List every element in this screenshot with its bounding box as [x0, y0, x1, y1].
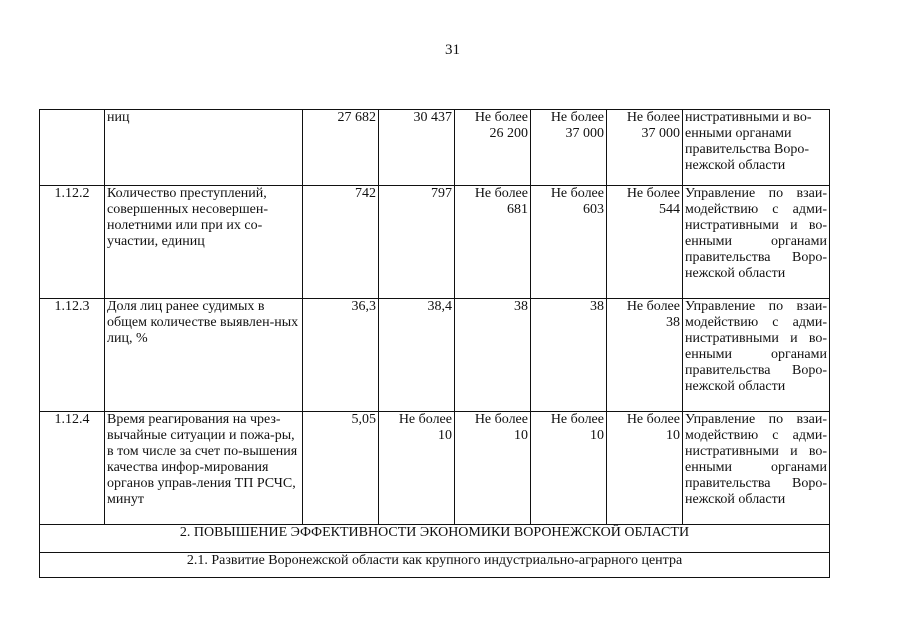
table-row: [40, 412, 830, 525]
indicator-name: Количество преступлений, совершенных несовершен-нолетними или при их со-участии, единиц: [105, 186, 303, 299]
value-cell: Не более 603: [531, 186, 607, 299]
section-row: [40, 525, 830, 553]
page-number: 31: [445, 42, 460, 58]
row-number: [40, 110, 105, 186]
value-cell: Не более 544: [607, 186, 683, 299]
value-cell: Не более 37 000: [607, 110, 683, 186]
subsection-heading: 2.1. Развитие Воронежской области как крупного индустриально-аграрного центра: [40, 553, 830, 578]
table-row: [40, 186, 830, 299]
value-cell: Не более 10: [455, 412, 531, 525]
value-cell: Не более 10: [379, 412, 455, 525]
indicator-name: Время реагирования на чрез-вычайные ситуации и пожа-ры, в том числе за счет по-вышения качества инфор-мирования органов управ-ления ТП РСЧС, минут: [105, 412, 303, 525]
responsible-cell: Управление по взаи-модействию с адми-нистративными и во-енными органами правительства Воро-нежской области: [683, 412, 830, 525]
subsection-row: [40, 553, 830, 578]
row-number: 1.12.4: [40, 412, 105, 525]
responsible-cell: Управление по взаи-модействию с адми-нистративными и во-енными органами правительства Воро-нежской области: [683, 186, 830, 299]
row-number: 1.12.2: [40, 186, 105, 299]
value-cell: 742: [303, 186, 379, 299]
value-cell: Не более 681: [455, 186, 531, 299]
value-cell: 5,05: [303, 412, 379, 525]
responsible-cell: нистративными и во- енными органами правительства Воро- нежской области: [683, 110, 830, 186]
indicator-name: ниц: [105, 110, 303, 186]
value-cell: Не более 10: [607, 412, 683, 525]
value-cell: Не более 26 200: [455, 110, 531, 186]
value-cell: 30 437: [379, 110, 455, 186]
row-number: 1.12.3: [40, 299, 105, 412]
value-cell: 38: [531, 299, 607, 412]
value-cell: 38,4: [379, 299, 455, 412]
value-cell: 27 682: [303, 110, 379, 186]
value-cell: 36,3: [303, 299, 379, 412]
table-row: [40, 110, 830, 186]
responsible-cell: Управление по взаи-модействию с адми-нистративными и во-енными органами правительства Воро-нежской области: [683, 299, 830, 412]
indicator-name: Доля лиц ранее судимых в общем количестве выявлен-ных лиц, %: [105, 299, 303, 412]
section-heading: 2. ПОВЫШЕНИЕ ЭФФЕКТИВНОСТИ ЭКОНОМИКИ ВОРОНЕЖСКОЙ ОБЛАСТИ: [40, 525, 830, 553]
value-cell: Не более 38: [607, 299, 683, 412]
value-cell: 38: [455, 299, 531, 412]
value-cell: 797: [379, 186, 455, 299]
indicators-table: [39, 109, 830, 578]
table-row: [40, 299, 830, 412]
value-cell: Не более 10: [531, 412, 607, 525]
value-cell: Не более 37 000: [531, 110, 607, 186]
